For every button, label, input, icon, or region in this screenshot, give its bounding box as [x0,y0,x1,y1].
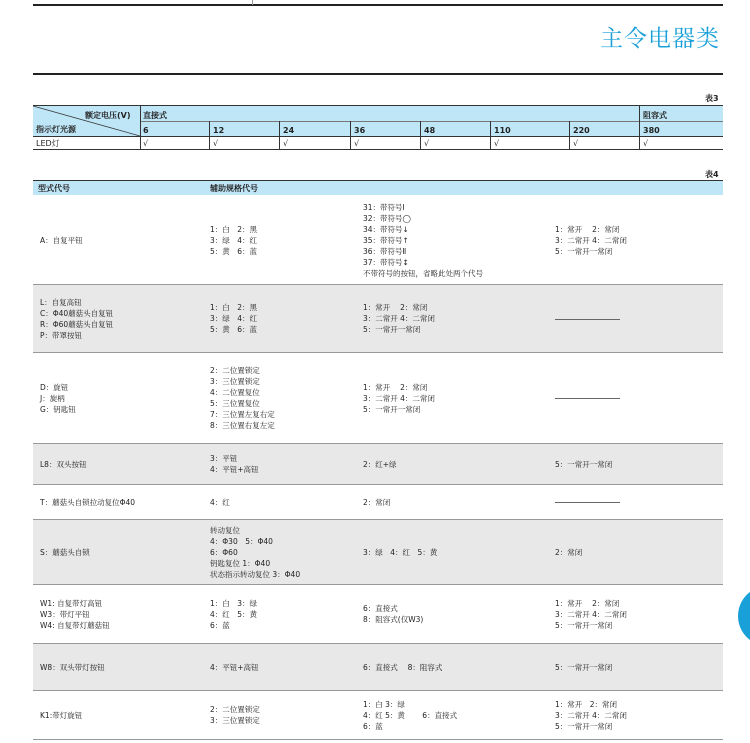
table3-group-direct: 直接式 [143,111,167,120]
cell-c2: 6：直接式 [363,604,398,613]
table3-vline [569,121,570,149]
voltage-cell: 110 [494,126,511,135]
table3-header-indicator: 指示灯光源 [36,125,76,134]
table-row [33,520,723,585]
empty-dash [555,319,620,320]
cell-c1: 5：三位置复位 [210,399,260,408]
cell-type: T：蘑菇头自锁拉动复位Φ40 [40,498,136,507]
cell-c1: 3：三位置锁定 [210,377,260,386]
top-rule [33,4,723,6]
page-tab-circle [738,586,750,646]
cell-c2: 2：红+绿 [363,460,397,469]
check-cell: √ [494,139,500,148]
cell-c2: 5：一常开一常闭 [363,325,421,334]
cell-c1: 4：平钮+高钮 [210,663,259,672]
cell-c2: 3：二常开 4：二常闭 [363,394,435,403]
cell-c2: 2：常闭 [363,498,391,507]
table3-row-label: LED灯 [36,139,60,148]
table3-vline [420,121,421,149]
cell-c2: 8：阻容式(仅W3) [363,615,424,624]
table3-group-resistive: 阻容式 [643,111,667,120]
cell-c2: 32：带符号◯ [363,214,411,223]
cell-c2: 6：蓝 [363,722,383,731]
section-rule [33,73,723,75]
cell-c1: 5：黄 6：蓝 [210,247,258,256]
cell-c3: 5：一常开一常闭 [555,247,613,256]
cell-c2: 6：直接式 8：阻容式 [363,663,443,672]
table3-header-bottom-line [33,136,723,137]
cell-c1: 2：二位置锁定 [210,366,260,375]
table3-vline [350,121,351,149]
voltage-cell: 48 [424,126,436,135]
empty-dash [555,502,620,503]
cell-c3: 2：常闭 [555,548,583,557]
cell-c1: 2：二位置锁定 [210,705,260,714]
cell-c1: 状态指示转动复位 3：Φ40 [210,570,301,579]
cell-c1: 8：三位置右复左定 [210,421,275,430]
cell-type: W4: 自复带灯蘑菇钮 [40,621,110,630]
cell-c1: 1：白 2：黑 [210,303,258,312]
cell-c3: 5：一常开一常闭 [555,722,613,731]
cell-type: L：自复高钮 [40,298,82,307]
voltage-cell: 24 [283,126,295,135]
cell-c3: 1：常开 2：常闭 [555,225,620,234]
table3-bottom-line [33,149,723,150]
cell-c1: 转动复位 [210,526,240,535]
table3-vline [140,106,141,149]
cell-c3: 1：常开 2：常闭 [555,700,618,709]
cell-c2: 1：常开 2：常闭 [363,383,428,392]
cell-c1: 4：红 [210,498,230,507]
cell-c2: 5：一常开一常闭 [363,405,421,414]
table-row [33,196,723,285]
cell-c2: 36：带符号Ⅱ [363,247,407,256]
cell-c2: 37：带符号↕ [363,258,409,267]
table-row [33,585,723,644]
cell-type: S：蘑菇头自锁 [40,548,90,557]
check-cell: √ [424,139,430,148]
cell-c1: 4：二位置复位 [210,388,260,397]
cell-type: W8：双头带灯按钮 [40,663,105,672]
cell-c3: 3：二常开 4：二常闭 [555,236,627,245]
cell-c1: 4：Φ30 5：Φ40 [210,537,273,546]
table4-col-type: 型式代号 [38,184,70,193]
cell-c2: 35：带符号↑ [363,236,409,245]
cell-c1: 6：Φ60 [210,548,238,557]
cell-c1: 3：绿 4：红 [210,314,258,323]
table-row [33,691,723,740]
table-row [33,353,723,444]
cell-c2: 31：带符号Ⅰ [363,203,405,212]
cell-type: A：自复平钮 [40,236,83,245]
cell-type: J：旋柄 [40,394,65,403]
cell-c2: 3：绿 4：红 5：黄 [363,548,438,557]
check-cell: √ [643,139,649,148]
table3-vline [639,106,640,149]
table3-vline [279,121,280,149]
cell-c1: 6：蓝 [210,621,230,630]
cell-c1: 3：平钮 [210,454,238,463]
cell-c3: 5：一常开一常闭 [555,621,613,630]
cell-c1: 5：黄 6：蓝 [210,325,258,334]
check-cell: √ [143,139,149,148]
cell-c3: 3：二常开 4：二常闭 [555,610,627,619]
empty-dash [555,398,620,399]
voltage-cell: 12 [213,126,225,135]
check-cell: √ [213,139,219,148]
cell-type: R：Φ60蘑菇头自复钮 [40,320,114,329]
table-row [33,444,723,485]
table3-subheader-line [140,121,723,122]
top-tick [252,0,253,5]
cell-type: D：旋钮 [40,383,69,392]
cell-c3: 3：二常开 4：二常闭 [555,711,627,720]
voltage-cell: 36 [354,126,366,135]
cell-c1: 1：白 3：绿 [210,599,258,608]
cell-type: P：带罩按钮 [40,331,83,340]
cell-c1: 7：三位置左复右定 [210,410,275,419]
cell-c2: 3：二常开 4：二常闭 [363,314,435,323]
cell-c3: 1：常开 2：常闭 [555,599,620,608]
table-row [33,285,723,353]
table4-header-bg [33,180,723,195]
table4-top-line [33,180,723,181]
table-row [33,644,723,691]
table4-label: 表4 [705,170,719,179]
check-cell: √ [354,139,360,148]
cell-c1: 钥匙复位 1：Φ40 [210,559,271,568]
cell-c1: 1：白 2：黑 [210,225,258,234]
voltage-cell: 6 [143,126,149,135]
cell-type: W1: 自复带灯高钮 [40,599,103,608]
cell-c2: 34：带符号↓ [363,225,409,234]
voltage-cell: 220 [573,126,590,135]
cell-c2: 不带符号的按钮，省略此处两个代号 [363,269,483,278]
page-title: 主令电器类 [600,26,720,52]
table3-vline [209,121,210,149]
table-row [33,485,723,520]
cell-c1: 3：三位置锁定 [210,716,260,725]
cell-c2: 1：常开 2：常闭 [363,303,428,312]
table3-label: 表3 [705,94,719,103]
cell-c1: 4：平钮+高钮 [210,465,259,474]
table3-vline [490,121,491,149]
cell-c1: 3：绿 4：红 [210,236,258,245]
check-cell: √ [283,139,289,148]
table3-header-voltage: 额定电压(V) [85,111,131,120]
table4-col-aux: 辅助规格代号 [210,184,258,193]
cell-c2: 1：白 3：绿 [363,700,405,709]
voltage-cell: 380 [643,126,660,135]
cell-type: L8：双头按钮 [40,460,87,469]
cell-c3: 5：一常开一常闭 [555,663,613,672]
cell-type: G：钥匙钮 [40,405,76,414]
cell-type: K1:带灯旋钮 [40,711,83,720]
cell-type: C：Φ40蘑菇头自复钮 [40,309,114,318]
cell-type: W3：带灯平钮 [40,610,90,619]
cell-c2: 4：红 5：黄 6：直接式 [363,711,458,720]
cell-c3: 5：一常开一常闭 [555,460,613,469]
cell-c1: 4：红 5：黄 [210,610,258,619]
check-cell: √ [573,139,579,148]
